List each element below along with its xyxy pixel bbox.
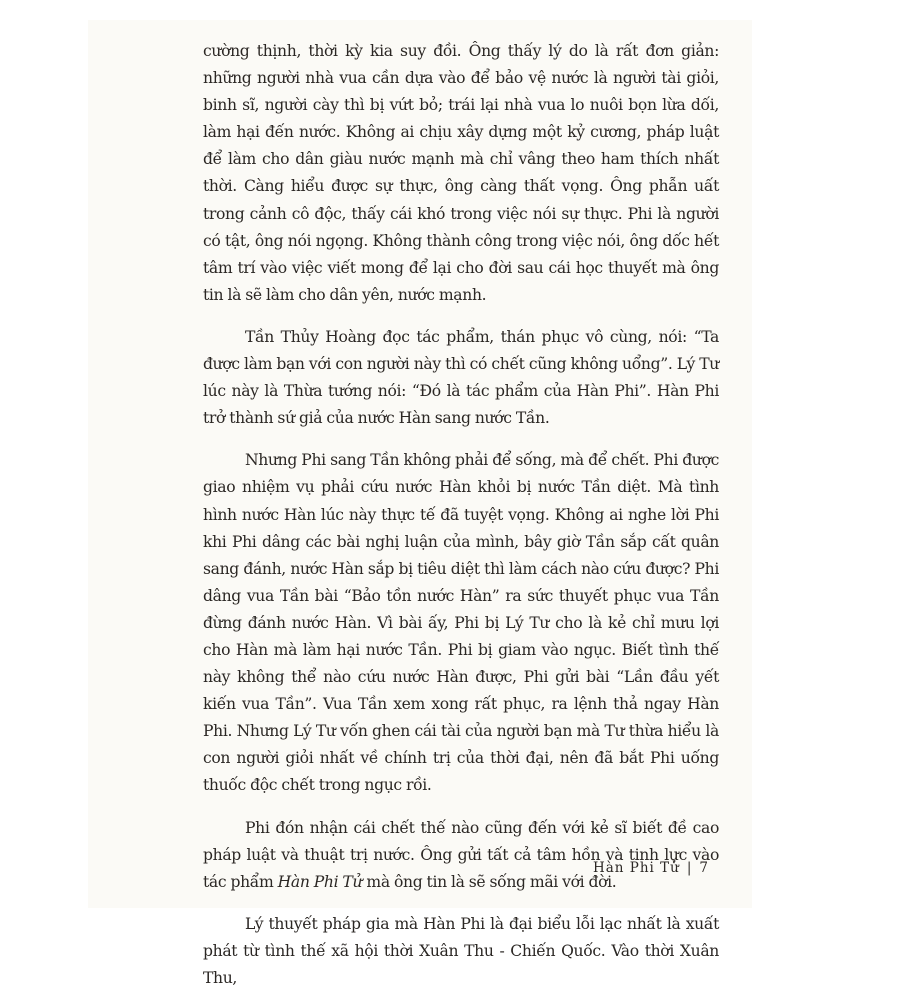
paragraph-2: Tần Thủy Hoàng đọc tác phẩm, thán phục vô cùng, nói: “Ta được làm bạn với con người này thì có chết cũng không uổng”. Lý Tư lúc này là Thừa tướng nói: “Đó là tác phẩm của Hàn Phi”. Hàn Phi trở thành sứ giả của nước Hàn sang nước Tần. [203,327,719,428]
paragraph-1: cường thịnh, thời kỳ kia suy đồi. Ông thấy lý do là rất đơn giản: những người nhà vua cần dựa vào để bảo vệ nước là người tài giỏi, binh sĩ, người cày thì bị vứt bỏ; trái lại nhà vua lo nuôi bọn lừa dối, làm hại đến nước. Không ai chịu xây dựng một kỷ cương, pháp luật để làm cho dân giàu nước mạnh mà chỉ vâng theo ham thích nhất thời. Càng hiểu được sự thực, ông càng thất vọng. Ông phẫn uất trong cảnh cô độc, thấy cái khó trong việc nói sự thực. Phi là người có tật, ông nói ngọng. Không thành công trong việc nói, ông dốc hết tâm trí vào việc viết mong để lại cho đời sau cái học thuyết mà ông tin là sẽ làm cho dân yên, nước mạnh. [203,42,719,304]
footer-book-title: Hàn Phi Tử [592,860,680,876]
paragraph-3: Nhưng Phi sang Tần không phải để sống, mà để chết. Phi được giao nhiệm vụ phải cứu nước Hàn khỏi bị nước Tần diệt. Mà tình hình nước Hàn lúc này thực tế đã tuyệt vọng. Không ai nghe lời Phi khi Phi dâng các bài nghị luận của mình, bây giờ Tần sắp cất quân sang đánh, nước Hàn sắp bị tiêu diệt thì làm cách nào cứu được? Phi dâng vua Tần bài “Bảo tồn nước Hàn” ra sức thuyết phục vua Tần đừng đánh nước Hàn. Vì bài ấy, Phi bị Lý Tư cho là kẻ chỉ mưu lợi cho Hàn mà làm hại nước Tần. Phi bị giam vào ngục. Biết tình thế này không thể nào cứu nước Hàn được, Phi gửi bài “Lần đầu yết kiến vua Tần”. Vua Tần xem xong rất phục, ra lệnh thả ngay Hàn Phi. Nhưng Lý Tư vốn ghen cái tài của người bạn mà Tư thừa hiểu là con người giỏi nhất về chính trị của thời đại, nên đã bắt Phi uống thuốc độc chết trong ngục rồi. [203,451,719,795]
paragraph-4-text-before: Phi đón nhận cái chết thế nào cũng đến với kẻ sĩ biết đề cao pháp luật và thuật trị nước. Ông gửi tất cả tâm hồn và tinh lực vào tác phẩm [203,818,719,891]
footer-separator: | [686,860,693,876]
paragraph-4-text-after: mà ông tin là sẽ sống mãi với đời. [362,872,617,891]
running-footer [593,860,709,876]
paragraph-4 [203,815,719,896]
book-title-italic: Hàn Phi Tử [277,872,363,891]
page-number: 7 [699,860,709,876]
paragraph-5: Lý thuyết pháp gia mà Hàn Phi là đại biểu lỗi lạc nhất là xuất phát từ tình thế xã hội thời Xuân Thu - Chiến Quốc. Vào thời Xuân Thu, [203,914,719,987]
